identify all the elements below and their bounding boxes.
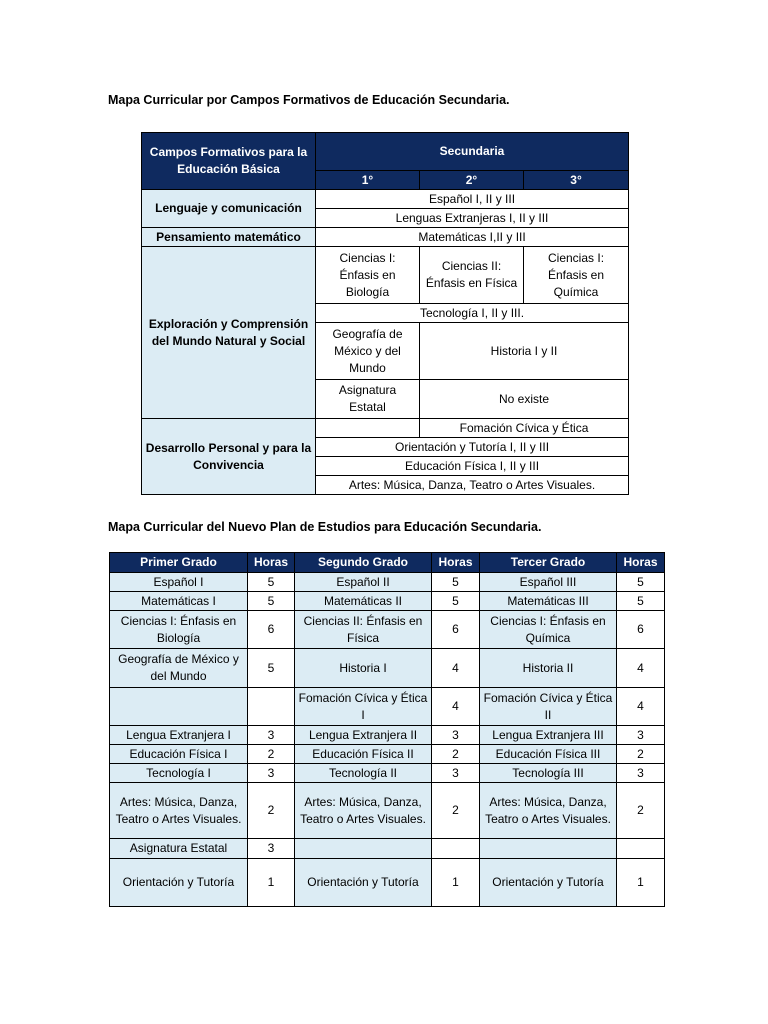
subject-cell: Lengua Extranjera II [295,726,432,745]
cell-tecnologia: Tecnología I, II y III. [316,304,629,323]
table-row [110,839,665,859]
subject-cell: Geografía de México y del Mundo [110,649,248,688]
table-row [110,745,665,764]
header-tercer-grado: Tercer Grado [480,553,617,573]
cell-historia: Historia I y II [420,323,629,380]
subject-cell: Orientación y Tutoría [295,859,432,907]
subject-cell: Artes: Música, Danza, Teatro o Artes Visuales. [295,783,432,839]
hours-cell: 5 [432,592,480,611]
cell-orientacion: Orientación y Tutoría I, II y III [316,438,629,457]
table-row [110,859,665,907]
subject-cell: Matemáticas III [480,592,617,611]
hours-cell [617,839,665,859]
header-horas: Horas [617,553,665,573]
hours-cell: 5 [617,592,665,611]
hours-cell: 2 [617,783,665,839]
hours-cell: 5 [248,649,295,688]
subject-cell: Educación Física III [480,745,617,764]
header-grade-3: 3° [524,171,629,190]
hours-cell: 4 [432,688,480,726]
subject-cell: Historia II [480,649,617,688]
table-row [110,688,665,726]
hours-cell: 6 [617,611,665,649]
campo-desarrollo: Desarrollo Personal y para la Convivencia [142,419,316,495]
subject-cell: Español III [480,573,617,592]
cell-matematicas: Matemáticas I,II y III [316,228,629,247]
subject-cell: Asignatura Estatal [110,839,248,859]
cell-ciencias-1: Ciencias I: Énfasis en Biología [316,247,420,304]
hours-cell [248,688,295,726]
hours-cell: 4 [432,649,480,688]
title-campos-formativos: Mapa Curricular por Campos Formativos de Educación Secundaria. [108,93,510,107]
subject-cell: Lengua Extranjera III [480,726,617,745]
hours-cell: 2 [432,783,480,839]
hours-cell: 3 [432,764,480,783]
subject-cell: Tecnología I [110,764,248,783]
subject-cell: Artes: Música, Danza, Teatro o Artes Visuales. [110,783,248,839]
header-horas: Horas [432,553,480,573]
cell-formacion-civica: Fomación Cívica y Ética [420,419,629,438]
subject-cell: Español II [295,573,432,592]
table-row [110,764,665,783]
hours-cell: 3 [617,764,665,783]
hours-cell: 3 [248,726,295,745]
header-secundaria: Secundaria [316,133,629,171]
table-row [110,783,665,839]
subject-cell: Orientación y Tutoría [110,859,248,907]
hours-cell: 3 [248,839,295,859]
hours-cell: 5 [617,573,665,592]
hours-cell: 6 [432,611,480,649]
cell-espanol: Español I, II y III [316,190,629,209]
campos-formativos-table [141,132,629,495]
campo-pensamiento: Pensamiento matemático [142,228,316,247]
title-nuevo-plan: Mapa Curricular del Nuevo Plan de Estudios para Educación Secundaria. [108,520,542,534]
subject-cell: Historia I [295,649,432,688]
hours-cell: 5 [248,573,295,592]
cell-asignatura-estatal: Asignatura Estatal [316,380,420,419]
cell-ciencias-3: Ciencias I: Énfasis en Química [524,247,629,304]
hours-cell: 3 [617,726,665,745]
header-grade-1: 1° [316,171,420,190]
table-row [110,726,665,745]
hours-cell: 2 [248,783,295,839]
subject-cell: Educación Física II [295,745,432,764]
subject-cell: Fomación Cívica y Ética II [480,688,617,726]
subject-cell: Orientación y Tutoría [480,859,617,907]
header-grade-2: 2° [420,171,524,190]
cell-empty [316,419,420,438]
subject-cell: Educación Física I [110,745,248,764]
subject-cell [480,839,617,859]
cell-geografia: Geografía de México y del Mundo [316,323,420,380]
header-horas: Horas [248,553,295,573]
hours-cell: 4 [617,688,665,726]
header-campos-formativos: Campos Formativos para la Educación Básica [142,133,316,190]
campo-lenguaje: Lenguaje y comunicación [142,190,316,228]
hours-cell: 4 [617,649,665,688]
hours-cell: 1 [432,859,480,907]
hours-cell: 3 [432,726,480,745]
hours-cell: 5 [432,573,480,592]
header-primer-grado: Primer Grado [110,553,248,573]
header-segundo-grado: Segundo Grado [295,553,432,573]
subject-cell: Matemáticas I [110,592,248,611]
subject-cell [110,688,248,726]
table-row [110,649,665,688]
hours-cell: 3 [248,764,295,783]
table-row [110,611,665,649]
subject-cell: Matemáticas II [295,592,432,611]
hours-cell: 6 [248,611,295,649]
campo-exploracion: Exploración y Comprensión del Mundo Natural y Social [142,247,316,419]
subject-cell: Artes: Música, Danza, Teatro o Artes Visuales. [480,783,617,839]
nuevo-plan-table [109,552,665,907]
hours-cell: 1 [617,859,665,907]
subject-cell: Ciencias I: Énfasis en Biología [110,611,248,649]
subject-cell: Español I [110,573,248,592]
cell-ciencias-2: Ciencias II: Énfasis en Física [420,247,524,304]
hours-cell [432,839,480,859]
hours-cell: 2 [617,745,665,764]
subject-cell [295,839,432,859]
hours-cell: 5 [248,592,295,611]
table-row [110,592,665,611]
subject-cell: Ciencias I: Énfasis en Química [480,611,617,649]
cell-no-existe: No existe [420,380,629,419]
subject-cell: Lengua Extranjera I [110,726,248,745]
cell-lenguas-extranjeras: Lenguas Extranjeras I, II y III [316,209,629,228]
cell-educacion-fisica: Educación Física I, II y III [316,457,629,476]
cell-artes: Artes: Música, Danza, Teatro o Artes Visuales. [316,476,629,495]
hours-cell: 1 [248,859,295,907]
subject-cell: Ciencias II: Énfasis en Física [295,611,432,649]
hours-cell: 2 [248,745,295,764]
subject-cell: Tecnología II [295,764,432,783]
subject-cell: Fomación Cívica y Ética I [295,688,432,726]
subject-cell: Tecnología III [480,764,617,783]
hours-cell: 2 [432,745,480,764]
table-row [110,573,665,592]
